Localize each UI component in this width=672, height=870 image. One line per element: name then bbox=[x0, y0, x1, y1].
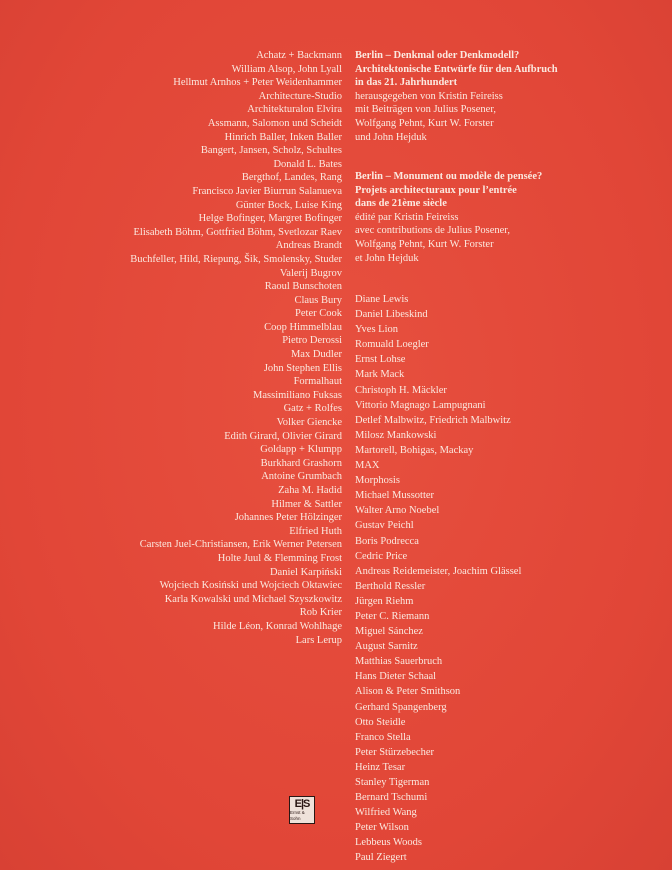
french-credit-line: édité par Kristin Feireiss bbox=[355, 211, 459, 223]
german-title-line: Berlin – Denkmal oder Denkmodell? bbox=[355, 50, 520, 61]
architect-name: Boris Podrecca bbox=[355, 535, 419, 547]
architect-name: Peter Cook bbox=[295, 308, 342, 320]
architect-name: Martorell, Bohigas, Mackay bbox=[355, 444, 474, 456]
architect-name: Mark Mack bbox=[355, 369, 405, 381]
architect-name: Peter C. Riemann bbox=[355, 610, 430, 622]
architect-name: Christoph H. Mäckler bbox=[355, 384, 447, 396]
architect-name: Achatz + Backmann bbox=[256, 50, 342, 61]
architect-name: Heinz Tesar bbox=[355, 761, 406, 773]
publisher-name: Ernst & Sohn bbox=[290, 810, 305, 821]
architect-name: MAX bbox=[355, 460, 380, 472]
architect-name: Walter Arno Noebel bbox=[355, 505, 440, 517]
architect-name: Daniel Karpiński bbox=[269, 566, 342, 578]
architect-name: Elisabeth Böhm, Gottfried Böhm, Svetlozar Raev bbox=[133, 226, 342, 238]
architect-name: Hinrich Baller, Inken Baller bbox=[224, 131, 342, 143]
german-credit-line: und John Hejduk bbox=[355, 131, 427, 143]
architect-name: Volker Giencke bbox=[276, 417, 342, 429]
architect-name: Coop Himmelblau bbox=[264, 321, 342, 333]
architect-name: Bergthof, Landes, Rang bbox=[241, 172, 342, 184]
architect-name: Architekturalon Elvira bbox=[247, 104, 342, 116]
french-title-line: Projets architecturaux pour l’entrée bbox=[355, 184, 517, 196]
architect-name: Franco Stella bbox=[355, 731, 411, 743]
architect-name: Raoul Bunschoten bbox=[264, 281, 342, 293]
french-credit-line: Wolfgang Pehnt, Kurt W. Forster bbox=[355, 238, 494, 250]
architect-name: Günter Bock, Luise King bbox=[235, 199, 342, 211]
architect-name: Buchfeller, Hild, Riepung, Šik, Smolensky, Studer bbox=[130, 253, 342, 265]
architect-name: Diane Lewis bbox=[355, 294, 409, 305]
architect-name: Valerij Bugrov bbox=[279, 267, 342, 279]
publisher-logo bbox=[289, 796, 315, 824]
publisher-logo-mark: E|S bbox=[294, 798, 310, 810]
architect-name: Gatz + Rolfes bbox=[283, 403, 342, 415]
architect-name: Johannes Peter Hölzinger bbox=[234, 512, 342, 524]
architect-name: Architecture-Studio bbox=[258, 90, 342, 102]
german-credit-line: Wolfgang Pehnt, Kurt W. Forster bbox=[355, 117, 494, 129]
architect-name: August Sarnitz bbox=[355, 641, 418, 653]
architect-name: Cedric Price bbox=[355, 550, 408, 562]
architect-name: Detlef Malbwitz, Friedrich Malbwitz bbox=[355, 414, 511, 426]
architect-name: Burkhard Grashorn bbox=[260, 457, 342, 469]
architect-name: Claus Bury bbox=[294, 294, 342, 306]
architect-name: Max Dudler bbox=[290, 349, 342, 361]
architect-name: Holte Juul & Flemming Frost bbox=[217, 552, 342, 564]
architect-name: Lebbeus Woods bbox=[355, 837, 422, 849]
german-title-line: Architektonische Entwürfe für den Aufbruch bbox=[355, 63, 558, 75]
architect-name: Romuald Loegler bbox=[355, 339, 429, 351]
architect-name: Donald L. Bates bbox=[273, 158, 342, 170]
architect-name: William Alsop, John Lyall bbox=[231, 63, 342, 75]
architect-name: Helge Bofinger, Margret Bofinger bbox=[198, 213, 342, 225]
architect-name: Edith Girard, Olivier Girard bbox=[224, 430, 342, 442]
architect-list-left bbox=[42, 49, 342, 647]
architect-name: Carsten Juel-Christiansen, Erik Werner Petersen bbox=[139, 539, 342, 551]
architect-name: Zaha M. Hadid bbox=[278, 485, 342, 496]
architect-name: Stanley Tigerman bbox=[355, 777, 430, 788]
architect-name: Wojciech Kosiński und Wojciech Oktawiec bbox=[159, 580, 342, 592]
architect-name: Bernard Tschumi bbox=[355, 792, 428, 804]
architect-name: Peter Wilson bbox=[355, 822, 409, 834]
architect-name: Yves Lion bbox=[355, 324, 398, 336]
architect-name: Wilfried Wang bbox=[355, 807, 417, 819]
architect-name: Hilde Léon, Konrad Wohlhage bbox=[212, 620, 342, 632]
architect-name: John Stephen Ellis bbox=[263, 362, 342, 374]
architect-name: Andreas Reidemeister, Joachim Glässel bbox=[355, 565, 522, 577]
architect-name: Elfried Huth bbox=[289, 525, 342, 537]
french-title-block bbox=[355, 170, 655, 265]
architect-name: Vittorio Magnago Lampugnani bbox=[355, 399, 486, 411]
architect-name: Massimiliano Fuksas bbox=[253, 389, 342, 401]
architect-name: Bangert, Jansen, Scholz, Schultes bbox=[200, 145, 342, 157]
architect-name: Michael Mussotter bbox=[355, 490, 435, 502]
architect-list-right bbox=[355, 292, 655, 866]
architect-name: Francisco Javier Biurrun Salanueva bbox=[192, 185, 342, 197]
architect-name: Lars Lerup bbox=[295, 634, 342, 646]
german-credit-line: herausgegeben von Kristin Feireiss bbox=[355, 90, 503, 102]
german-title-line: in das 21. Jahrhundert bbox=[355, 77, 458, 89]
architect-name: Peter Stürzebecher bbox=[355, 746, 435, 758]
architect-name: Alison & Peter Smithson bbox=[355, 686, 461, 698]
architect-name: Jürgen Riehm bbox=[355, 595, 414, 607]
architect-name: Milosz Mankowski bbox=[355, 429, 437, 441]
architect-name: Daniel Libeskind bbox=[355, 309, 428, 321]
french-credit-line: avec contributions de Julius Posener, bbox=[355, 225, 511, 237]
architect-name: Hans Dieter Schaal bbox=[355, 671, 437, 683]
architect-name: Miguel Sánchez bbox=[355, 626, 423, 638]
french-title-line: dans de 21ème siècle bbox=[355, 198, 447, 210]
architect-name: Berthold Ressler bbox=[355, 580, 426, 592]
german-credit-line: mit Beiträgen von Julius Posener, bbox=[355, 104, 497, 116]
architect-name: Pietro Derossi bbox=[282, 335, 342, 347]
architect-name: Paul Ziegert bbox=[355, 852, 407, 864]
architect-name: Morphosis bbox=[355, 475, 400, 487]
architect-name: Assmann, Salomon und Scheidt bbox=[207, 117, 342, 129]
architect-name: Gustav Peichl bbox=[355, 520, 414, 532]
architect-name: Matthias Sauerbruch bbox=[355, 656, 443, 668]
architect-name: Goldapp + Klumpp bbox=[260, 444, 342, 456]
architect-name: Formalhaut bbox=[293, 376, 342, 388]
architect-name: Antoine Grumbach bbox=[261, 471, 342, 483]
architect-name: Andreas Brandt bbox=[275, 240, 342, 252]
architect-name: Ernst Lohse bbox=[355, 354, 406, 366]
architect-name: Hilmer & Sattler bbox=[271, 498, 342, 510]
architect-name: Otto Steidle bbox=[355, 716, 406, 728]
architect-name: Hellmut Arnhos + Peter Weidenhammer bbox=[173, 77, 342, 89]
french-title-line: Berlin – Monument ou modèle de pensée? bbox=[355, 171, 543, 182]
architect-name: Rob Krier bbox=[299, 607, 342, 619]
architect-name: Gerhard Spangenberg bbox=[355, 701, 447, 713]
architect-name: Karla Kowalski und Michael Szyszkowitz bbox=[164, 593, 342, 605]
french-credit-line: et John Hejduk bbox=[355, 252, 419, 264]
german-title-block bbox=[355, 49, 655, 144]
